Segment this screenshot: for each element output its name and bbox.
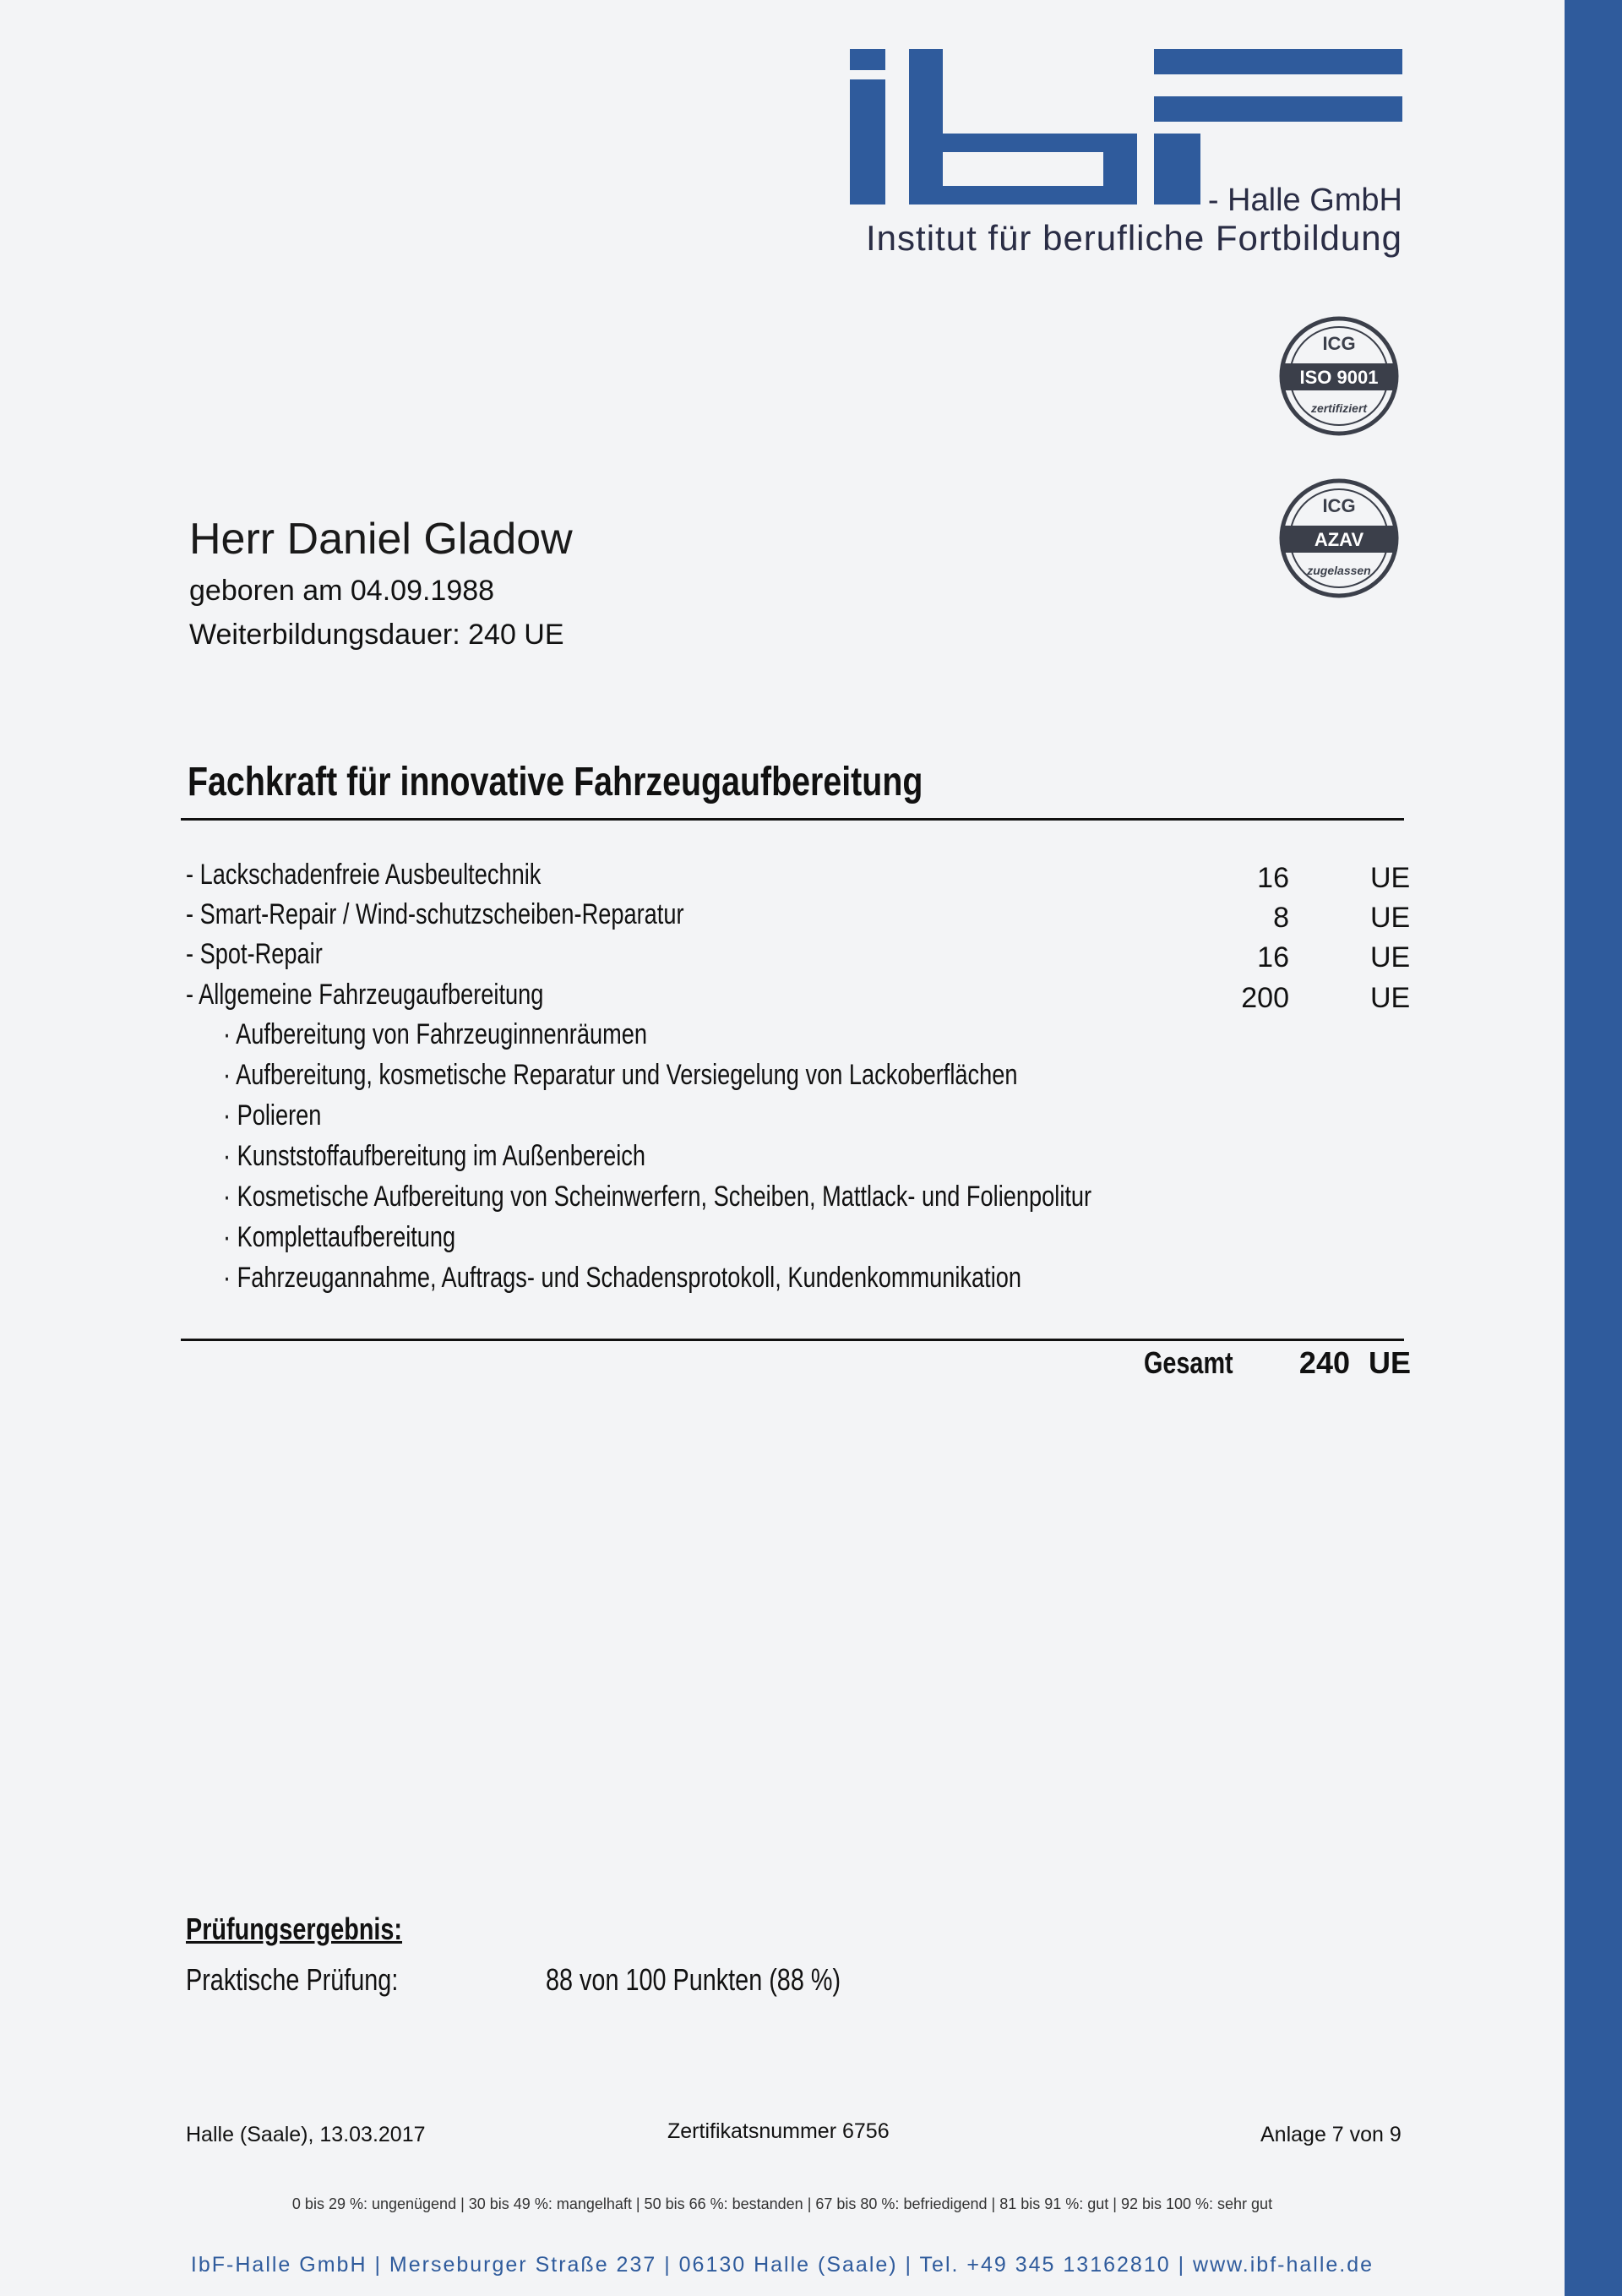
iso-9001-seal-icon (1276, 313, 1402, 439)
seal-band-text: AZAV (1314, 529, 1364, 550)
module-sub-item: · Kosmetische Aufbereitung von Scheinwerfern, Scheiben, Mattlack- und Folienpolitur (223, 1181, 1092, 1213)
module-sub-item: · Polieren (223, 1099, 322, 1132)
module-hours: 200 (1241, 982, 1289, 1014)
recipient-birthdate: geboren am 04.09.1988 (189, 575, 495, 607)
seal-top-text: ICG (1322, 333, 1356, 354)
module-unit: UE (1370, 941, 1411, 973)
course-title: Fachkraft für innovative Fahrzeugaufbereitung (188, 760, 923, 804)
module-sub-item: · Kunststoffaufbereitung im Außenbereich (223, 1140, 645, 1172)
seal-top-text: ICG (1322, 495, 1356, 516)
module-hours: 16 (1257, 941, 1289, 973)
total-hours: 240 (1298, 1345, 1350, 1380)
seal-bottom-text: zertifiziert (1310, 401, 1368, 415)
module-hours: 8 (1273, 902, 1289, 934)
module-sub-item: · Aufbereitung von Fahrzeuginnenräumen (223, 1018, 648, 1050)
footer-place-date: Halle (Saale), 13.03.2017 (186, 2123, 426, 2146)
ibf-logo (850, 49, 1402, 260)
module-label: - Spot-Repair (186, 938, 323, 970)
module-hours: 16 (1257, 862, 1289, 894)
divider (181, 1339, 1404, 1341)
total-label: Gesamt (1144, 1345, 1233, 1380)
seal-bottom-text: zugelassen (1307, 564, 1371, 577)
logo-suffix: - Halle GmbH (1207, 183, 1402, 218)
module-sub-item: · Komplettaufbereitung (223, 1221, 456, 1253)
exam-practical-value: 88 von 100 Punkten (88 %) (546, 1962, 841, 1997)
module-unit: UE (1370, 902, 1411, 934)
module-label: - Smart-Repair / Wind-schutzscheiben-Reparatur (186, 898, 684, 930)
azav-seal-icon (1276, 475, 1402, 602)
side-accent-bar (1565, 0, 1622, 2296)
total-unit: UE (1369, 1345, 1412, 1380)
recipient-name: Herr Daniel Gladow (189, 515, 573, 564)
footer-grade-scale: 0 bis 29 %: ungenügend | 30 bis 49 %: mangelhaft | 50 bis 66 %: bestanden | 67 bis 80 %: befriedigend | 81 bis 91 %: gut | 92 bis 100 %: sehr gut (291, 2195, 1273, 2212)
recipient-training-duration: Weiterbildungsdauer: 240 UE (189, 619, 564, 651)
footer-address: IbF-Halle GmbH | Merseburger Straße 237 | 06130 Halle (Saale) | Tel. +49 345 13162810 | www.ibf-halle.de (190, 2253, 1374, 2277)
module-sub-item: · Fahrzeugannahme, Auftrags- und Schadensprotokoll, Kundenkommunikation (223, 1262, 1022, 1294)
exam-practical-label: Praktische Prüfung: (186, 1962, 399, 1997)
module-unit: UE (1370, 982, 1411, 1014)
footer-certificate-number: Zertifikatsnummer 6756 (667, 2119, 890, 2143)
exam-heading: Prüfungsergebnis: (186, 1912, 403, 1946)
module-sub-item: · Aufbereitung, kosmetische Reparatur und Versiegelung von Lackoberflächen (223, 1059, 1018, 1091)
seal-band-text: ISO 9001 (1299, 367, 1379, 388)
logo-subtitle: Institut für berufliche Fortbildung (866, 218, 1402, 258)
module-label: - Allgemeine Fahrzeugaufbereitung (186, 979, 544, 1011)
divider (181, 818, 1404, 821)
module-unit: UE (1370, 862, 1411, 894)
module-label: - Lackschadenfreie Ausbeultechnik (186, 859, 542, 891)
footer-annex: Anlage 7 von 9 (1260, 2123, 1402, 2146)
